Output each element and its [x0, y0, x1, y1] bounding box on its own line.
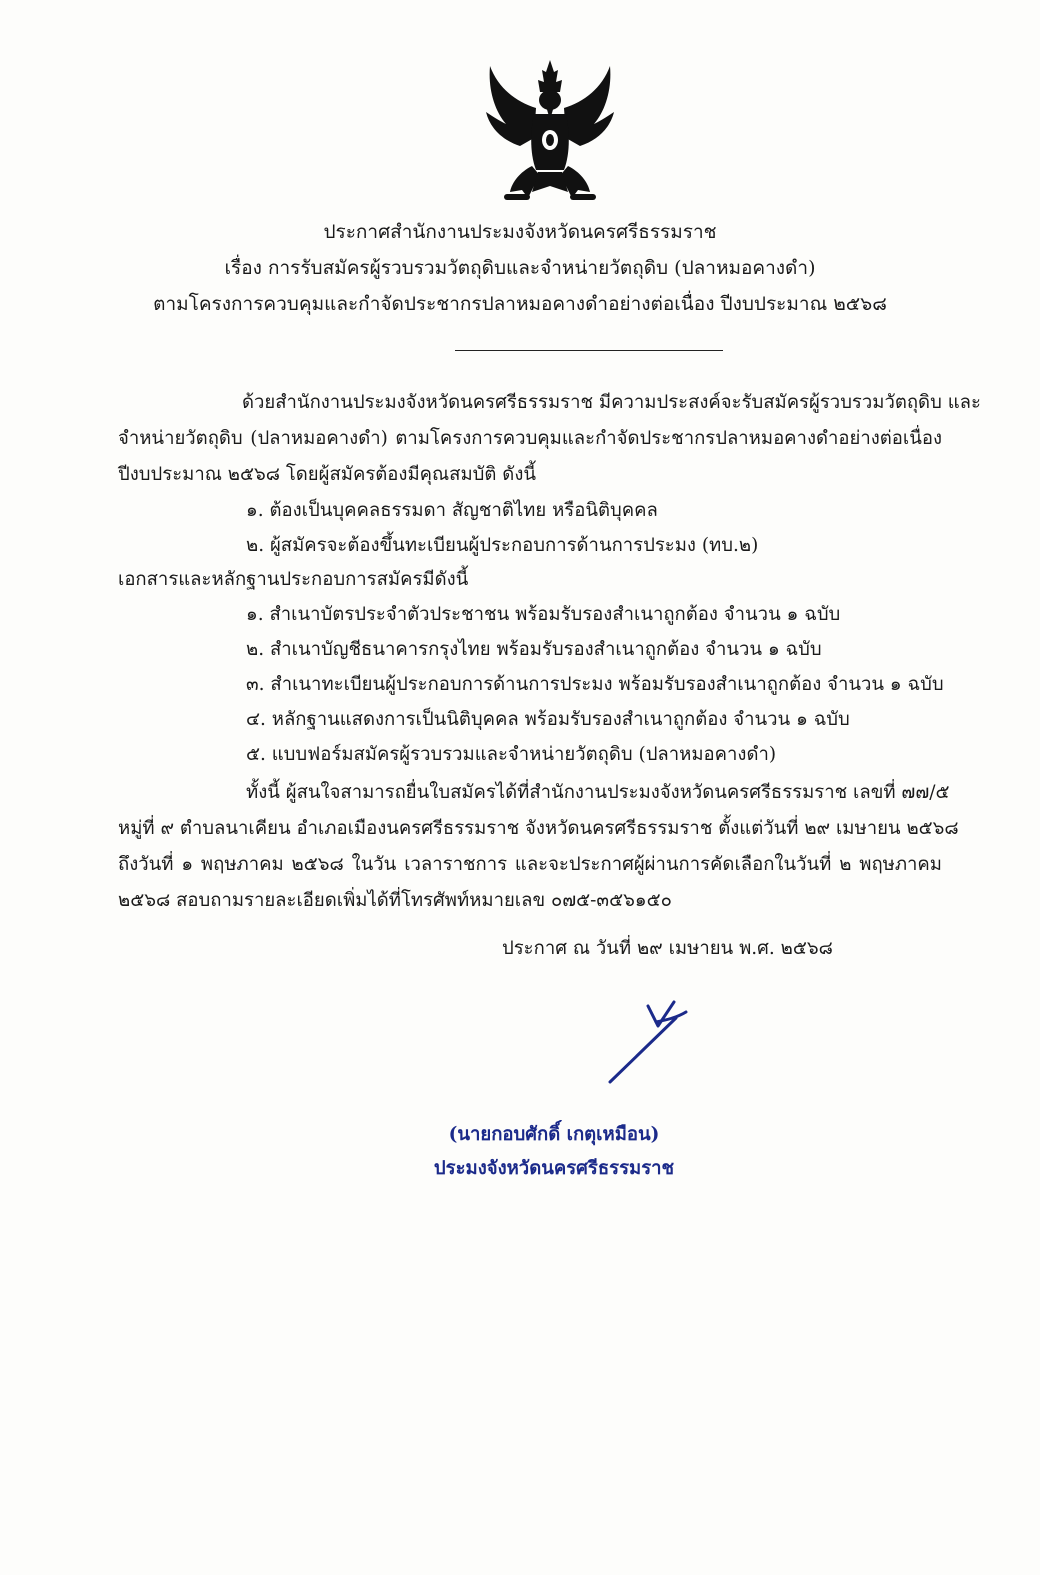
intro-line-2: จำหน่ายวัตถุดิบ (ปลาหมอคางดำ) ตามโครงการควบคุมและกำจัดประชากรปลาหมอคางดำอย่างต่อเนื่อง [118, 428, 942, 449]
closing-line-3: ถึงวันที่ ๑ พฤษภาคม ๒๕๖๘ ในวัน เวลาราชการ และจะประกาศผู้ผ่านการคัดเลือกในวันที่ ๒ พฤษภาคม [118, 854, 942, 875]
closing-line-1: ทั้งนี้ ผู้สนใจสามารถยื่นใบสมัครได้ที่สำนักงานประมงจังหวัดนครศรีธรรมราช เลขที่ ๗๗/๕ [246, 782, 950, 803]
header-divider [455, 350, 723, 351]
closing-line-4: ๒๕๖๘ สอบถามรายละเอียดเพิ่มได้ที่โทรศัพท์หมายเลข ๐๗๕-๓๕๖๑๕๐ [118, 890, 672, 911]
document-item-2: ๒. สำเนาบัญชีธนาคารกรุงไทย พร้อมรับรองสำเนาถูกต้อง จำนวน ๑ ฉบับ [246, 639, 822, 660]
document-item-3: ๓. สำเนาทะเบียนผู้ประกอบการด้านการประมง พร้อมรับรองสำเนาถูกต้อง จำนวน ๑ ฉบับ [246, 674, 944, 695]
header-subject: เรื่อง การรับสมัครผู้รวบรวมวัตถุดิบและจำหน่ายวัตถุดิบ (ปลาหมอคางดำ) [224, 257, 816, 279]
garuda-emblem-icon [476, 58, 624, 208]
signer-name: (นายกอบศักดิ์ เกตุเหมือน) [448, 1124, 660, 1145]
announcement-date: ประกาศ ณ วันที่ ๒๙ เมษายน พ.ศ. ๒๕๖๘ [502, 938, 833, 959]
document-item-5: ๕. แบบฟอร์มสมัครผู้รวบรวมและจำหน่ายวัตถุดิบ (ปลาหมอคางดำ) [246, 744, 777, 765]
document-item-1: ๑. สำเนาบัตรประจำตัวประชาชน พร้อมรับรองสำเนาถูกต้อง จำนวน ๑ ฉบับ [246, 604, 841, 625]
intro-line-1: ด้วยสำนักงานประมงจังหวัดนครศรีธรรมราช มีความประสงค์จะรับสมัครผู้รวบรวมวัตถุดิบ และ [242, 392, 981, 413]
announcement-header [0, 214, 1040, 322]
header-project: ตามโครงการควบคุมและกำจัดประชากรปลาหมอคางดำอย่างต่อเนื่อง ปีงบประมาณ ๒๕๖๘ [153, 293, 887, 315]
closing-line-2: หมู่ที่ ๙ ตำบลนาเคียน อำเภอเมืองนครศรีธรรมราช จังหวัดนครศรีธรรมราช ตั้งแต่วันที่ ๒๙ เมษายน ๒๕๖๘ [118, 818, 959, 839]
intro-line-3: ปีงบประมาณ ๒๕๖๘ โดยผู้สมัครต้องมีคุณสมบัติ ดังนี้ [118, 464, 536, 485]
signer-title: ประมงจังหวัดนครศรีธรรมราช [433, 1158, 675, 1179]
header-title: ประกาศสำนักงานประมงจังหวัดนครศรีธรรมราช [323, 221, 717, 243]
document-item-4: ๔. หลักฐานแสดงการเป็นนิติบุคคล พร้อมรับรองสำเนาถูกต้อง จำนวน ๑ ฉบับ [246, 709, 850, 730]
documents-heading: เอกสารและหลักฐานประกอบการสมัครมีดังนี้ [118, 569, 469, 590]
qualification-item-1: ๑. ต้องเป็นบุคคลธรรมดา สัญชาติไทย หรือนิติบุคคล [246, 500, 658, 521]
handwritten-signature-icon [596, 990, 706, 1090]
qualification-item-2: ๒. ผู้สมัครจะต้องขึ้นทะเบียนผู้ประกอบการด้านการประมง (ทบ.๒) [246, 535, 759, 556]
